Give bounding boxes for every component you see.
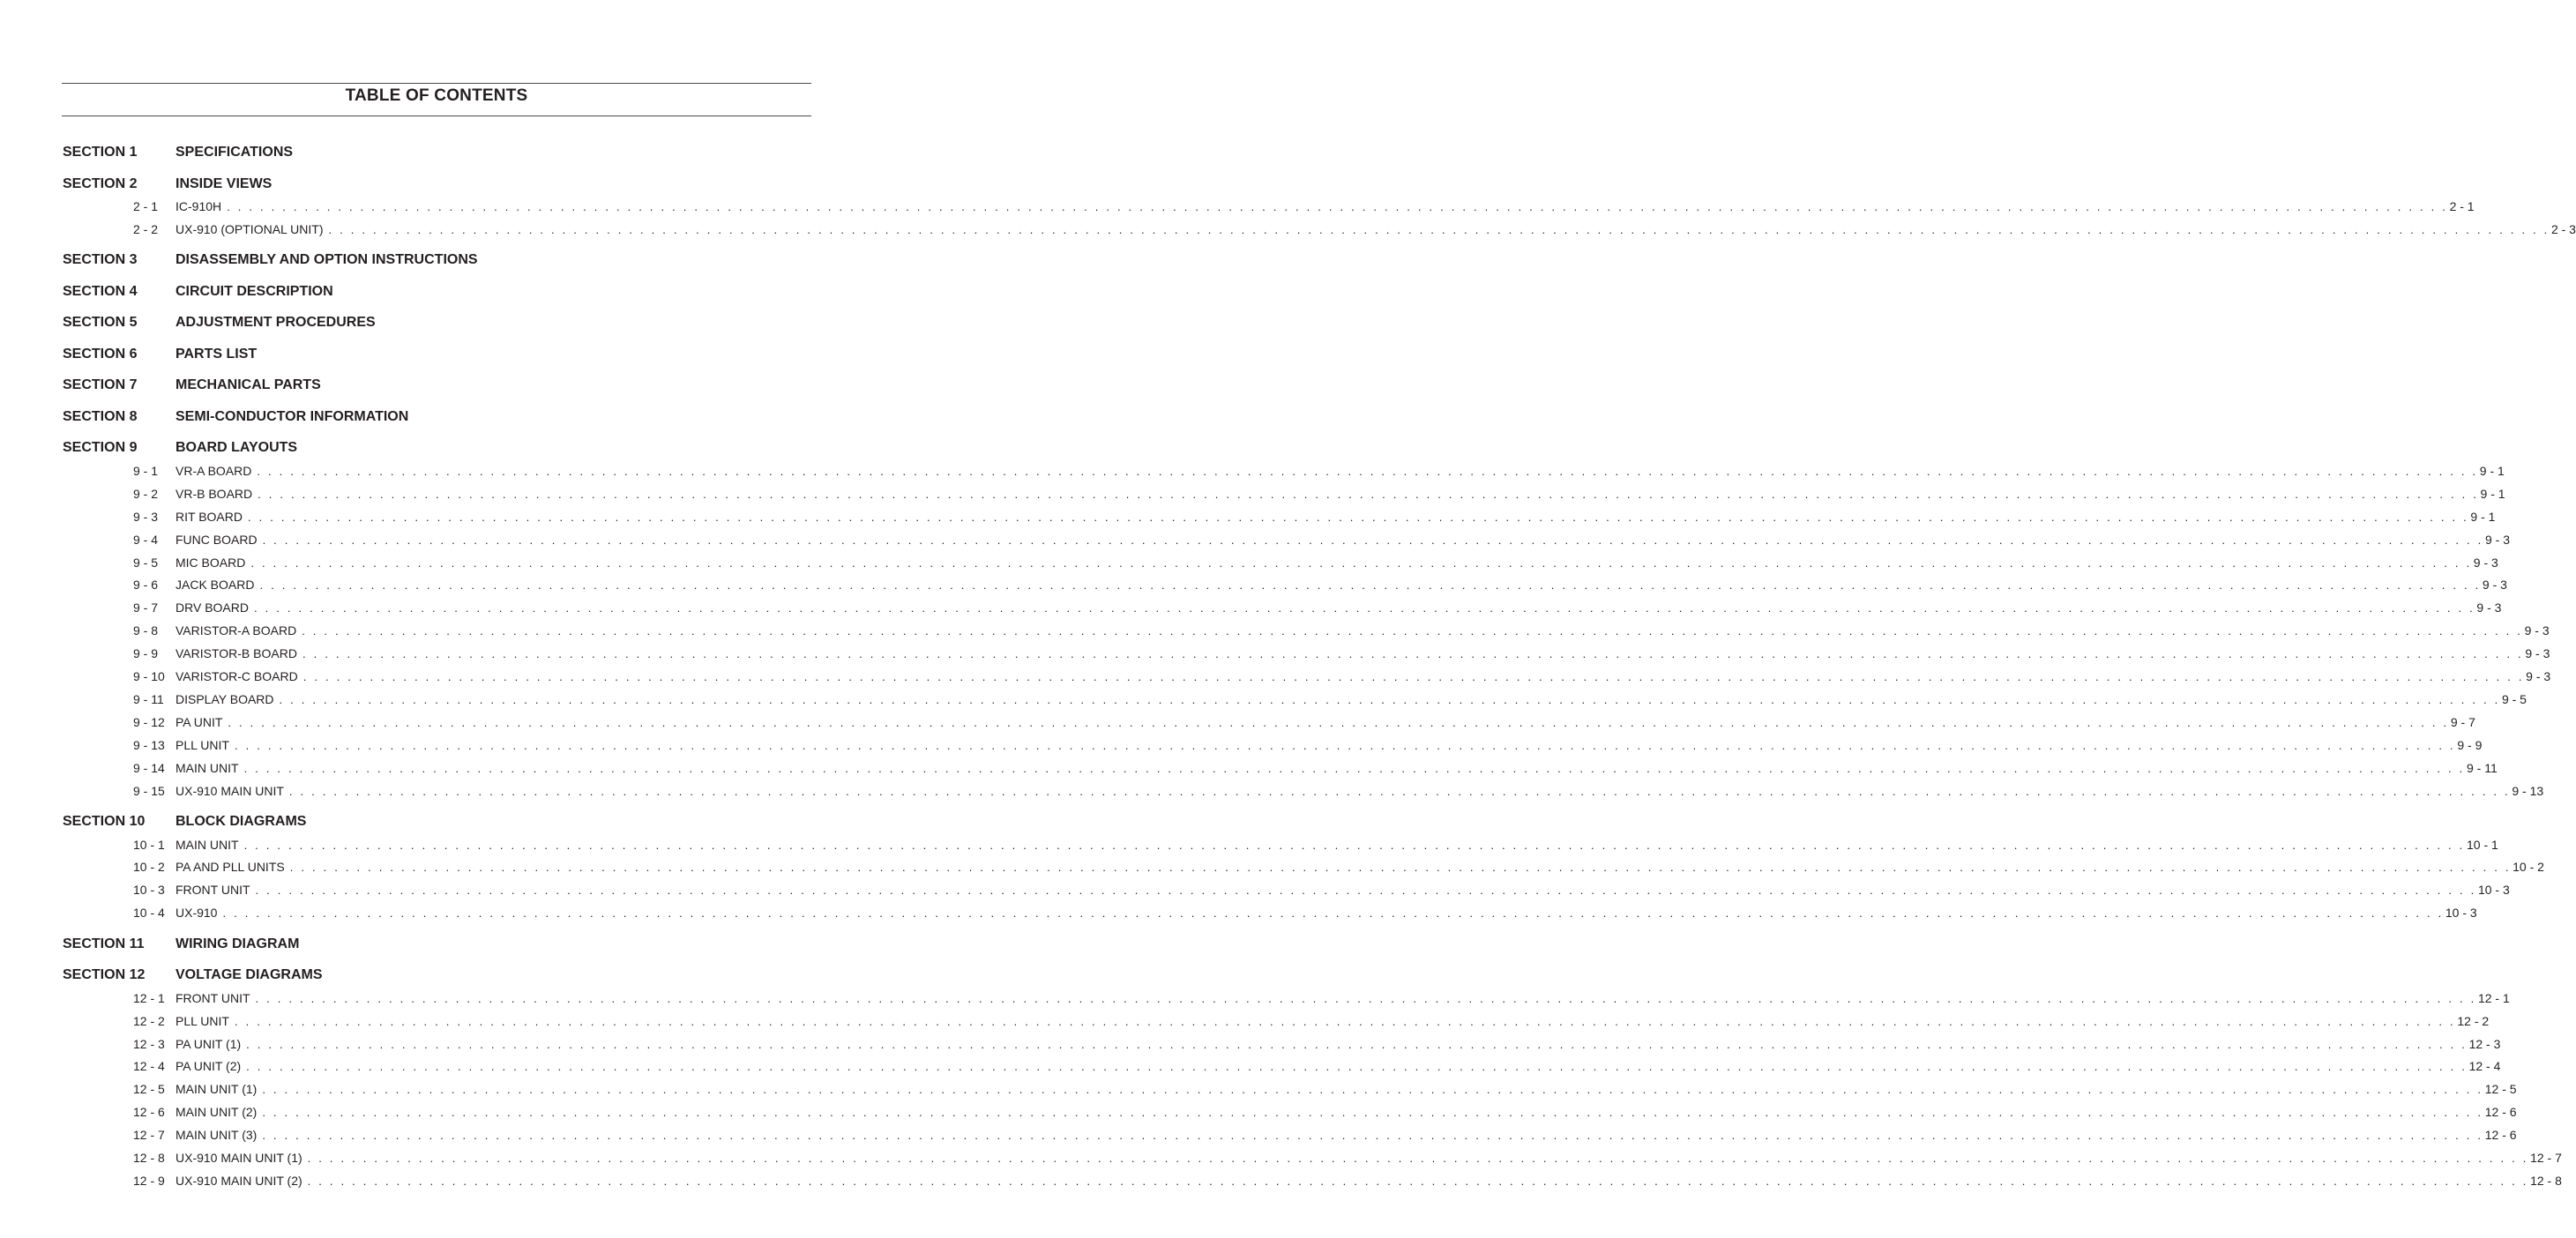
entry-number: 9 - 14 [133,760,165,775]
entry-label: PA UNIT [175,714,223,729]
entry-line [175,668,2551,685]
section-number: SECTION 2 [63,175,138,191]
dot-leader: . . . . . . . . . . . . . . . . . . . . . . . . . . . . . . . . . . . . . . . . . . . . . . . . . . . . . . . . . . . . . . . . . . . . . . . . . . . . . . . . . . . . . . . . . . . . . . . . . . . . . . . . . . . . . . . . . . . . . . . . . . . . . . . . . . . . . . . . . . . . . . . . . . . . . . . . . . . . . . . . . . . . . . . . . . . . . . . . . . . . . . . . . . . . . . . . . . . . . . . . [243,838,2465,852]
entry-label: MAIN UNIT [175,760,239,775]
section-number: SECTION 11 [63,936,145,951]
entry-label: PLL UNIT [175,737,229,752]
toc-entry [62,555,2498,571]
entry-number: 10 - 1 [133,837,165,852]
entry-number: 9 - 7 [133,600,159,615]
toc-entry [62,463,2505,479]
entry-label: MAIN UNIT (3) [175,1128,258,1143]
toc-entry [62,1127,2517,1143]
entry-page: 9 - 7 [2450,714,2475,729]
entry-number: 9 - 3 [133,509,159,524]
section-number: SECTION 1 [63,145,138,160]
section-number: SECTION 12 [63,967,146,983]
toc-entry [62,600,2502,615]
entry-line [175,221,2576,238]
entry-number: 9 - 8 [133,623,159,638]
entry-number: 12 - 5 [133,1082,165,1097]
toc-entry [62,859,2544,875]
dot-leader: . . . . . . . . . . . . . . . . . . . . . . . . . . . . . . . . . . . . . . . . . . . . . . . . . . . . . . . . . . . . . . . . . . . . . . . . . . . . . . . . . . . . . . . . . . . . . . . . . . . . . . . . . . . . . . . . . . . . . . . . . . . . . . . . . . . . . . . . . . . . . . . . . . . . . . . . . . . . . . . . . . . . . . . . . . . . . . . . . . . . . . . . . . . . . . . . . . . . . . . . [227,200,2448,213]
entry-number: 12 - 9 [133,1173,165,1188]
dot-leader: . . . . . . . . . . . . . . . . . . . . . . . . . . . . . . . . . . . . . . . . . . . . . . . . . . . . . . . . . . . . . . . . . . . . . . . . . . . . . . . . . . . . . . . . . . . . . . . . . . . . . . . . . . . . . . . . . . . . . . . . . . . . . . . . . . . . . . . . . . . . . . . . . . . . . . . . . . . . . . . . . . . . . . . . . . . . . . . . . . . . . . . . . . . . . . . . . . . . . . . . [288,784,2511,798]
entry-page: 12 - 3 [2468,1036,2501,1051]
toc-entry [62,1013,2490,1029]
toc-entry [62,691,2527,707]
entry-label: DRV BOARD [175,600,249,615]
entry-line [175,905,2477,921]
entry-label: PA UNIT (2) [175,1059,242,1074]
entry-line [175,486,2505,503]
entry-label: VR-A BOARD [175,463,252,478]
toc-entry [62,509,2496,525]
entry-page: 12 - 1 [2477,990,2510,1005]
entry-label: MAIN UNIT (2) [175,1105,258,1120]
dot-leader: . . . . . . . . . . . . . . . . . . . . . . . . . . . . . . . . . . . . . . . . . . . . . . . . . . . . . . . . . . . . . . . . . . . . . . . . . . . . . . . . . . . . . . . . . . . . . . . . . . . . . . . . . . . . . . . . . . . . . . . . . . . . . . . . . . . . . . . . . . . . . . . . . . . . . . . . . . . . . . . . . . . . . . . . . . . . . . . . . . . . . . . . . . . . . . . . . . . . . . . . [259,578,2481,593]
entry-page: 9 - 3 [2484,532,2510,547]
section-number: SECTION 3 [63,252,138,268]
entry-line [175,737,2483,754]
entry-line [175,1058,2501,1075]
entry-page: 9 - 1 [2479,463,2505,478]
entry-number: 12 - 6 [133,1105,165,1120]
dot-leader: . . . . . . . . . . . . . . . . . . . . . . . . . . . . . . . . . . . . . . . . . . . . . . . . . . . . . . . . . . . . . . . . . . . . . . . . . . . . . . . . . . . . . . . . . . . . . . . . . . . . . . . . . . . . . . . . . . . . . . . . . . . . . . . . . . . . . . . . . . . . . . . . . . . . . . . . . . . . . . . . . . . . . . . . . . . . . . . . . . . . . . . . . . . . . . . . . . . . . . . . [246,1037,2468,1051]
entry-page: 10 - 3 [2477,883,2510,898]
entry-number: 12 - 4 [133,1059,165,1074]
entry-label: MAIN UNIT [175,837,239,852]
entry-number: 9 - 2 [133,486,159,501]
entry-page: 9 - 1 [2470,509,2496,524]
entry-line [175,1127,2517,1144]
entry-line [175,463,2505,480]
entry-number: 9 - 11 [133,691,164,706]
dot-leader: . . . . . . . . . . . . . . . . . . . . . . . . . . . . . . . . . . . . . . . . . . . . . . . . . . . . . . . . . . . . . . . . . . . . . . . . . . . . . . . . . . . . . . . . . . . . . . . . . . . . . . . . . . . . . . . . . . . . . . . . . . . . . . . . . . . . . . . . . . . . . . . . . . . . . . . . . . . . . . . . . . . . . . . . . . . . . . . . . . . . . . . . . . . . . . . . . . . . . . . . [246,1060,2468,1074]
section-name: BOARD LAYOUTS [175,440,298,456]
entry-label: VARISTOR-C BOARD [175,669,298,683]
section-name: WIRING DIAGRAM [175,936,300,951]
entry-number: 12 - 7 [133,1128,165,1143]
entry-page: 9 - 3 [2524,623,2550,638]
section-number: SECTION 4 [63,283,138,299]
entry-page: 9 - 3 [2525,646,2550,661]
entry-number: 9 - 5 [133,555,159,570]
dot-leader: . . . . . . . . . . . . . . . . . . . . . . . . . . . . . . . . . . . . . . . . . . . . . . . . . . . . . . . . . . . . . . . . . . . . . . . . . . . . . . . . . . . . . . . . . . . . . . . . . . . . . . . . . . . . . . . . . . . . . . . . . . . . . . . . . . . . . . . . . . . . . . . . . . . . . . . . . . . . . . . . . . . . . . . . . . . . . . . . . . . . . . . . . . . . . . . . . . . . . . . . [234,738,2456,752]
entry-label: FRONT UNIT [175,990,250,1005]
entry-line [175,859,2544,876]
entry-page: 12 - 4 [2468,1059,2501,1074]
section-name: SPECIFICATIONS [175,145,294,160]
toc-entry [62,532,2510,548]
entry-number: 2 - 1 [133,199,159,213]
entry-number: 9 - 13 [133,737,165,752]
entry-line [175,1104,2517,1121]
dot-leader: . . . . . . . . . . . . . . . . . . . . . . . . . . . . . . . . . . . . . . . . . . . . . . . . . . . . . . . . . . . . . . . . . . . . . . . . . . . . . . . . . . . . . . . . . . . . . . . . . . . . . . . . . . . . . . . . . . . . . . . . . . . . . . . . . . . . . . . . . . . . . . . . . . . . . . . . . . . . . . . . . . . . . . . . . . . . . . . . . . . . . . . . . . . . . . . . . . . . . . . . [258,487,2479,501]
entry-page: 2 - 3 [2550,221,2576,236]
entry-page: 10 - 3 [2445,906,2477,921]
section-number: SECTION 9 [63,440,138,456]
entry-line [175,1150,2562,1167]
entry-page: 9 - 13 [2512,783,2544,798]
entry-label: UX-910 MAIN UNIT [175,783,284,798]
entry-number: 9 - 12 [133,714,165,729]
dot-leader: . . . . . . . . . . . . . . . . . . . . . . . . . . . . . . . . . . . . . . . . . . . . . . . . . . . . . . . . . . . . . . . . . . . . . . . . . . . . . . . . . . . . . . . . . . . . . . . . . . . . . . . . . . . . . . . . . . . . . . . . . . . . . . . . . . . . . . . . . . . . . . . . . . . . . . . . . . . . . . . . . . . . . . . . . . . . . . . . . . . . . . . . . . . . . . . . . . . . . . . . [250,556,2472,570]
top-rule [62,83,811,84]
dot-leader: . . . . . . . . . . . . . . . . . . . . . . . . . . . . . . . . . . . . . . . . . . . . . . . . . . . . . . . . . . . . . . . . . . . . . . . . . . . . . . . . . . . . . . . . . . . . . . . . . . . . . . . . . . . . . . . . . . . . . . . . . . . . . . . . . . . . . . . . . . . . . . . . . . . . . . . . . . . . . . . . . . . . . . . . . . . . . . . . . . . . . . . . . . . . . . . . . . . . . . . . [302,670,2525,683]
dot-leader: . . . . . . . . . . . . . . . . . . . . . . . . . . . . . . . . . . . . . . . . . . . . . . . . . . . . . . . . . . . . . . . . . . . . . . . . . . . . . . . . . . . . . . . . . . . . . . . . . . . . . . . . . . . . . . . . . . . . . . . . . . . . . . . . . . . . . . . . . . . . . . . . . . . . . . . . . . . . . . . . . . . . . . . . . . . . . . . . . . . . . . . . . . . . . . . . . . . . . . . . [243,761,2465,775]
entry-number: 10 - 3 [133,883,165,898]
dot-leader: . . . . . . . . . . . . . . . . . . . . . . . . . . . . . . . . . . . . . . . . . . . . . . . . . . . . . . . . . . . . . . . . . . . . . . . . . . . . . . . . . . . . . . . . . . . . . . . . . . . . . . . . . . . . . . . . . . . . . . . . . . . . . . . . . . . . . . . . . . . . . . . . . . . . . . . . . . . . . . . . . . . . . . . . . . . . . . . . . . . . . . . . . . . . . . . . . . . . . . . . [302,624,2523,638]
entry-label: UX-910 [175,906,218,921]
toc-entry [62,1058,2501,1074]
entry-label: PA UNIT (1) [175,1036,242,1051]
entry-label: UX-910 MAIN UNIT (1) [175,1151,302,1165]
entry-page: 9 - 3 [2476,600,2502,615]
section-name: MECHANICAL PARTS [175,377,321,393]
toc-entry [62,760,2498,776]
dot-leader: . . . . . . . . . . . . . . . . . . . . . . . . . . . . . . . . . . . . . . . . . . . . . . . . . . . . . . . . . . . . . . . . . . . . . . . . . . . . . . . . . . . . . . . . . . . . . . . . . . . . . . . . . . . . . . . . . . . . . . . . . . . . . . . . . . . . . . . . . . . . . . . . . . . . . . . . . . . . . . . . . . . . . . . . . . . . . . . . . . . . . . . . . . . . . . . . . . . . . . . . [302,647,2524,661]
entry-page: 12 - 2 [2457,1013,2490,1028]
entry-page: 12 - 6 [2484,1128,2517,1143]
section-name: CIRCUIT DESCRIPTION [175,283,333,299]
entry-number: 12 - 2 [133,1013,165,1028]
dot-leader: . . . . . . . . . . . . . . . . . . . . . . . . . . . . . . . . . . . . . . . . . . . . . . . . . . . . . . . . . . . . . . . . . . . . . . . . . . . . . . . . . . . . . . . . . . . . . . . . . . . . . . . . . . . . . . . . . . . . . . . . . . . . . . . . . . . . . . . . . . . . . . . . . . . . . . . . . . . . . . . . . . . . . . . . . . . . . . . . . . . . . . . . . . . . . . . . . . . . . . . . [247,510,2469,524]
entry-line [175,1036,2501,1053]
toc-entry [62,1104,2517,1120]
toc-entry [62,486,2505,502]
entry-number: 9 - 15 [133,783,165,798]
dot-leader: . . . . . . . . . . . . . . . . . . . . . . . . . . . . . . . . . . . . . . . . . . . . . . . . . . . . . . . . . . . . . . . . . . . . . . . . . . . . . . . . . . . . . . . . . . . . . . . . . . . . . . . . . . . . . . . . . . . . . . . . . . . . . . . . . . . . . . . . . . . . . . . . . . . . . . . . . . . . . . . . . . . . . . . . . . . . . . . . . . . . . . . . . . . . . . . . . . . . . . . . [234,1014,2456,1028]
page-title: TABLE OF CONTENTS [345,86,528,105]
section-number: SECTION 8 [63,408,138,424]
dot-leader: . . . . . . . . . . . . . . . . . . . . . . . . . . . . . . . . . . . . . . . . . . . . . . . . . . . . . . . . . . . . . . . . . . . . . . . . . . . . . . . . . . . . . . . . . . . . . . . . . . . . . . . . . . . . . . . . . . . . . . . . . . . . . . . . . . . . . . . . . . . . . . . . . . . . . . . . . . . . . . . . . . . . . . . . . . . . . . . . . . . . . . . . . . . . . . . . . . . . . . . . [328,222,2550,236]
dot-leader: . . . . . . . . . . . . . . . . . . . . . . . . . . . . . . . . . . . . . . . . . . . . . . . . . . . . . . . . . . . . . . . . . . . . . . . . . . . . . . . . . . . . . . . . . . . . . . . . . . . . . . . . . . . . . . . . . . . . . . . . . . . . . . . . . . . . . . . . . . . . . . . . . . . . . . . . . . . . . . . . . . . . . . . . . . . . . . . . . . . . . . . . . . . . . . . . . . . . . . . . [279,692,2500,706]
dot-leader: . . . . . . . . . . . . . . . . . . . . . . . . . . . . . . . . . . . . . . . . . . . . . . . . . . . . . . . . . . . . . . . . . . . . . . . . . . . . . . . . . . . . . . . . . . . . . . . . . . . . . . . . . . . . . . . . . . . . . . . . . . . . . . . . . . . . . . . . . . . . . . . . . . . . . . . . . . . . . . . . . . . . . . . . . . . . . . . . . . . . . . . . . . . . . . . . . . . . . . . . [228,715,2449,729]
dot-leader: . . . . . . . . . . . . . . . . . . . . . . . . . . . . . . . . . . . . . . . . . . . . . . . . . . . . . . . . . . . . . . . . . . . . . . . . . . . . . . . . . . . . . . . . . . . . . . . . . . . . . . . . . . . . . . . . . . . . . . . . . . . . . . . . . . . . . . . . . . . . . . . . . . . . . . . . . . . . . . . . . . . . . . . . . . . . . . . . . . . . . . . . . . . . . . . . . . . . . . . . [257,464,2478,478]
toc-entry [62,882,2510,898]
entry-page: 12 - 7 [2530,1151,2562,1165]
toc-entry [62,1036,2501,1052]
entry-page: 9 - 11 [2466,760,2498,775]
entry-line [175,714,2475,731]
section-number: SECTION 7 [63,377,138,393]
toc-entry [62,221,2576,237]
toc-entry [62,623,2550,638]
entry-line [175,760,2498,777]
entry-page: 9 - 5 [2501,691,2527,706]
entry-label: VARISTOR-B BOARD [175,646,297,661]
entry-line [175,623,2550,639]
section-name: ADJUSTMENT PROCEDURES [175,315,376,331]
dot-leader: . . . . . . . . . . . . . . . . . . . . . . . . . . . . . . . . . . . . . . . . . . . . . . . . . . . . . . . . . . . . . . . . . . . . . . . . . . . . . . . . . . . . . . . . . . . . . . . . . . . . . . . . . . . . . . . . . . . . . . . . . . . . . . . . . . . . . . . . . . . . . . . . . . . . . . . . . . . . . . . . . . . . . . . . . . . . . . . . . . . . . . . . . . . . . . . . . . . . . . . . [307,1174,2529,1188]
entry-label: PLL UNIT [175,1013,229,1028]
toc-entry [62,198,2475,214]
entry-label: DISPLAY BOARD [175,691,274,706]
entry-line [175,1013,2490,1030]
entry-line [175,783,2544,800]
entry-page: 9 - 1 [2480,486,2505,501]
dot-leader: . . . . . . . . . . . . . . . . . . . . . . . . . . . . . . . . . . . . . . . . . . . . . . . . . . . . . . . . . . . . . . . . . . . . . . . . . . . . . . . . . . . . . . . . . . . . . . . . . . . . . . . . . . . . . . . . . . . . . . . . . . . . . . . . . . . . . . . . . . . . . . . . . . . . . . . . . . . . . . . . . . . . . . . . . . . . . . . . . . . . . . . . . . . . . . . . . . . . . . . . [289,861,2512,875]
entry-label: UX-910 (OPTIONAL UNIT) [175,221,324,236]
section-number: SECTION 10 [63,814,146,829]
toc-entry [62,1081,2517,1097]
entry-label: JACK BOARD [175,578,255,593]
entry-page: 9 - 3 [2526,669,2551,683]
entry-number: 9 - 10 [133,669,165,683]
entry-label: PA AND PLL UNITS [175,860,285,875]
entry-page: 12 - 5 [2484,1082,2517,1097]
entry-number: 2 - 2 [133,221,159,236]
entry-line [175,532,2510,548]
entry-page: 9 - 3 [2482,578,2507,593]
entry-number: 9 - 6 [133,578,159,593]
entry-number: 12 - 8 [133,1151,165,1165]
dot-leader: . . . . . . . . . . . . . . . . . . . . . . . . . . . . . . . . . . . . . . . . . . . . . . . . . . . . . . . . . . . . . . . . . . . . . . . . . . . . . . . . . . . . . . . . . . . . . . . . . . . . . . . . . . . . . . . . . . . . . . . . . . . . . . . . . . . . . . . . . . . . . . . . . . . . . . . . . . . . . . . . . . . . . . . . . . . . . . . . . . . . . . . . . . . . . . . . . . . . . . . . [222,906,2444,921]
toc-entry [62,668,2551,684]
entry-label: IC-910H [175,199,222,213]
toc-entry [62,714,2475,730]
entry-page: 10 - 2 [2513,860,2544,875]
entry-page: 12 - 8 [2530,1173,2562,1188]
entry-label: MAIN UNIT (1) [175,1082,258,1097]
entry-line [175,509,2496,526]
entry-label: MIC BOARD [175,555,246,570]
entry-number: 10 - 2 [133,860,165,875]
entry-page: 10 - 1 [2466,837,2498,852]
entry-line [175,198,2475,215]
entry-label: FRONT UNIT [175,883,250,898]
toc-entry [62,1150,2562,1166]
entry-page: 12 - 6 [2484,1105,2517,1120]
dot-leader: . . . . . . . . . . . . . . . . . . . . . . . . . . . . . . . . . . . . . . . . . . . . . . . . . . . . . . . . . . . . . . . . . . . . . . . . . . . . . . . . . . . . . . . . . . . . . . . . . . . . . . . . . . . . . . . . . . . . . . . . . . . . . . . . . . . . . . . . . . . . . . . . . . . . . . . . . . . . . . . . . . . . . . . . . . . . . . . . . . . . . . . . . . . . . . . . . . . . . . . . [255,884,2476,898]
entry-line [175,1173,2562,1190]
entry-line [175,691,2527,708]
section-name: DISASSEMBLY AND OPTION INSTRUCTIONS [175,252,478,268]
toc-entry [62,1173,2562,1189]
entry-line [175,577,2507,593]
entry-line [175,990,2510,1007]
toc-entry [62,905,2477,921]
toc-entry [62,990,2510,1006]
entry-line [175,555,2498,571]
dot-leader: . . . . . . . . . . . . . . . . . . . . . . . . . . . . . . . . . . . . . . . . . . . . . . . . . . . . . . . . . . . . . . . . . . . . . . . . . . . . . . . . . . . . . . . . . . . . . . . . . . . . . . . . . . . . . . . . . . . . . . . . . . . . . . . . . . . . . . . . . . . . . . . . . . . . . . . . . . . . . . . . . . . . . . . . . . . . . . . . . . . . . . . . . . . . . . . . . . . . . . . . [307,1152,2529,1165]
section-name: SEMI-CONDUCTOR INFORMATION [175,408,409,424]
entry-number: 9 - 9 [133,646,159,661]
entry-line [175,882,2510,899]
entry-page: 9 - 3 [2473,555,2498,570]
section-number: SECTION 5 [63,315,138,331]
toc-entry [62,577,2507,593]
entry-line [175,1081,2517,1098]
toc-entry [62,837,2498,853]
dot-leader: . . . . . . . . . . . . . . . . . . . . . . . . . . . . . . . . . . . . . . . . . . . . . . . . . . . . . . . . . . . . . . . . . . . . . . . . . . . . . . . . . . . . . . . . . . . . . . . . . . . . . . . . . . . . . . . . . . . . . . . . . . . . . . . . . . . . . . . . . . . . . . . . . . . . . . . . . . . . . . . . . . . . . . . . . . . . . . . . . . . . . . . . . . . . . . . . . . . . . . . . [262,1106,2483,1120]
entry-number: 9 - 4 [133,532,159,547]
entry-label: RIT BOARD [175,509,243,524]
dot-leader: . . . . . . . . . . . . . . . . . . . . . . . . . . . . . . . . . . . . . . . . . . . . . . . . . . . . . . . . . . . . . . . . . . . . . . . . . . . . . . . . . . . . . . . . . . . . . . . . . . . . . . . . . . . . . . . . . . . . . . . . . . . . . . . . . . . . . . . . . . . . . . . . . . . . . . . . . . . . . . . . . . . . . . . . . . . . . . . . . . . . . . . . . . . . . . . . . . . . . . . . [255,991,2476,1005]
entry-page: 2 - 1 [2449,199,2475,213]
entry-number: 10 - 4 [133,906,165,921]
toc-entry [62,737,2483,753]
toc-entry [62,645,2550,661]
dot-leader: . . . . . . . . . . . . . . . . . . . . . . . . . . . . . . . . . . . . . . . . . . . . . . . . . . . . . . . . . . . . . . . . . . . . . . . . . . . . . . . . . . . . . . . . . . . . . . . . . . . . . . . . . . . . . . . . . . . . . . . . . . . . . . . . . . . . . . . . . . . . . . . . . . . . . . . . . . . . . . . . . . . . . . . . . . . . . . . . . . . . . . . . . . . . . . . . . . . . . . . . [262,1129,2483,1143]
section-number: SECTION 6 [63,346,138,362]
entry-page: 9 - 9 [2457,737,2483,752]
entry-line [175,837,2498,854]
entry-label: UX-910 MAIN UNIT (2) [175,1173,302,1188]
entry-line [175,645,2550,662]
section-name: INSIDE VIEWS [175,175,273,191]
entry-number: 12 - 3 [133,1036,165,1051]
dot-leader: . . . . . . . . . . . . . . . . . . . . . . . . . . . . . . . . . . . . . . . . . . . . . . . . . . . . . . . . . . . . . . . . . . . . . . . . . . . . . . . . . . . . . . . . . . . . . . . . . . . . . . . . . . . . . . . . . . . . . . . . . . . . . . . . . . . . . . . . . . . . . . . . . . . . . . . . . . . . . . . . . . . . . . . . . . . . . . . . . . . . . . . . . . . . . . . . . . . . . . . . [262,533,2483,547]
entry-label: VR-B BOARD [175,486,253,501]
entry-label: FUNC BOARD [175,532,258,547]
entry-number: 9 - 1 [133,463,159,478]
entry-label: VARISTOR-A BOARD [175,623,297,638]
dot-leader: . . . . . . . . . . . . . . . . . . . . . . . . . . . . . . . . . . . . . . . . . . . . . . . . . . . . . . . . . . . . . . . . . . . . . . . . . . . . . . . . . . . . . . . . . . . . . . . . . . . . . . . . . . . . . . . . . . . . . . . . . . . . . . . . . . . . . . . . . . . . . . . . . . . . . . . . . . . . . . . . . . . . . . . . . . . . . . . . . . . . . . . . . . . . . . . . . . . . . . . . [262,1083,2483,1097]
entry-line [175,600,2502,616]
dot-leader: . . . . . . . . . . . . . . . . . . . . . . . . . . . . . . . . . . . . . . . . . . . . . . . . . . . . . . . . . . . . . . . . . . . . . . . . . . . . . . . . . . . . . . . . . . . . . . . . . . . . . . . . . . . . . . . . . . . . . . . . . . . . . . . . . . . . . . . . . . . . . . . . . . . . . . . . . . . . . . . . . . . . . . . . . . . . . . . . . . . . . . . . . . . . . . . . . . . . . . . . [253,601,2475,615]
toc-entry [62,783,2544,799]
section-name: PARTS LIST [175,346,258,362]
entry-number: 12 - 1 [133,990,165,1005]
section-name: VOLTAGE DIAGRAMS [175,967,323,983]
section-name: BLOCK DIAGRAMS [175,814,307,829]
